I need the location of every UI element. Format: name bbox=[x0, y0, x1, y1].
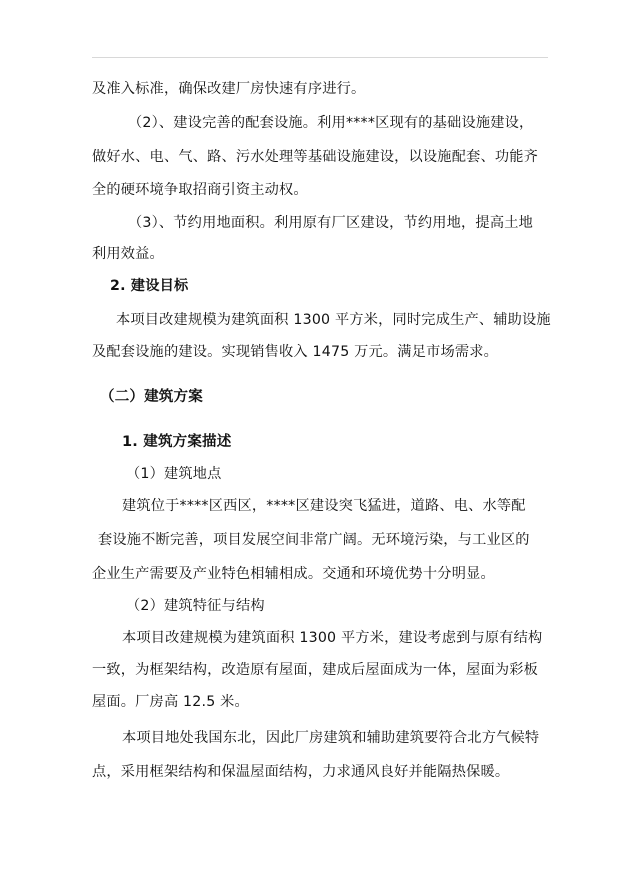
chapter-heading: （二）建筑方案 bbox=[100, 389, 203, 405]
text-line: （2）、建设完善的配套设施。利用****区现有的基础设施建设， bbox=[128, 115, 534, 131]
text-line: 点，采用框架结构和保温屋面结构，力求通风良好并能隔热保暖。 bbox=[92, 764, 510, 780]
text-line: 做好水、电、气、路、污水处理等基础设施建设，以设施配套、功能齐 bbox=[92, 149, 539, 165]
section-heading: 2. 建设目标 bbox=[110, 278, 189, 294]
text-line: 利用效益。 bbox=[92, 246, 164, 262]
item-heading: （2）建筑特征与结构 bbox=[126, 598, 265, 614]
header-rule bbox=[92, 57, 548, 58]
text-line: 及准入标准，确保改建厂房快速有序进行。 bbox=[92, 81, 366, 97]
text-line: 屋面。厂房高 12.5 米。 bbox=[92, 694, 249, 710]
text-line: 企业生产需要及产业特色相辅相成。交通和环境优势十分明显。 bbox=[92, 566, 495, 582]
text-line: 本项目改建规模为建筑面积 1300 平方米，建设考虑到与原有结构 bbox=[122, 630, 543, 646]
text-line: 套设施不断完善，项目发展空间非常广阔。无环境污染，与工业区的 bbox=[98, 532, 530, 548]
item-heading: （1）建筑地点 bbox=[126, 466, 222, 482]
text-line: （3）、节约用地面积。利用原有厂区建设，节约用地，提高土地 bbox=[128, 215, 533, 231]
text-line: 建筑位于****区西区，****区建设突飞猛进，道路、电、水等配 bbox=[122, 498, 526, 514]
text-line: 本项目地处我国东北，因此厂房建筑和辅助建筑要符合北方气候特 bbox=[122, 730, 540, 746]
text-line: 及配套设施的建设。实现销售收入 1475 万元。满足市场需求。 bbox=[92, 344, 499, 360]
subsection-heading: 1. 建筑方案描述 bbox=[122, 434, 232, 450]
text-line: 全的硬环境争取招商引资主动权。 bbox=[92, 182, 308, 198]
text-line: 本项目改建规模为建筑面积 1300 平方米，同时完成生产、辅助设施 bbox=[116, 312, 551, 328]
text-line: 一致，为框架结构，改造原有屋面，建成后屋面成为一体，屋面为彩板 bbox=[92, 662, 539, 678]
